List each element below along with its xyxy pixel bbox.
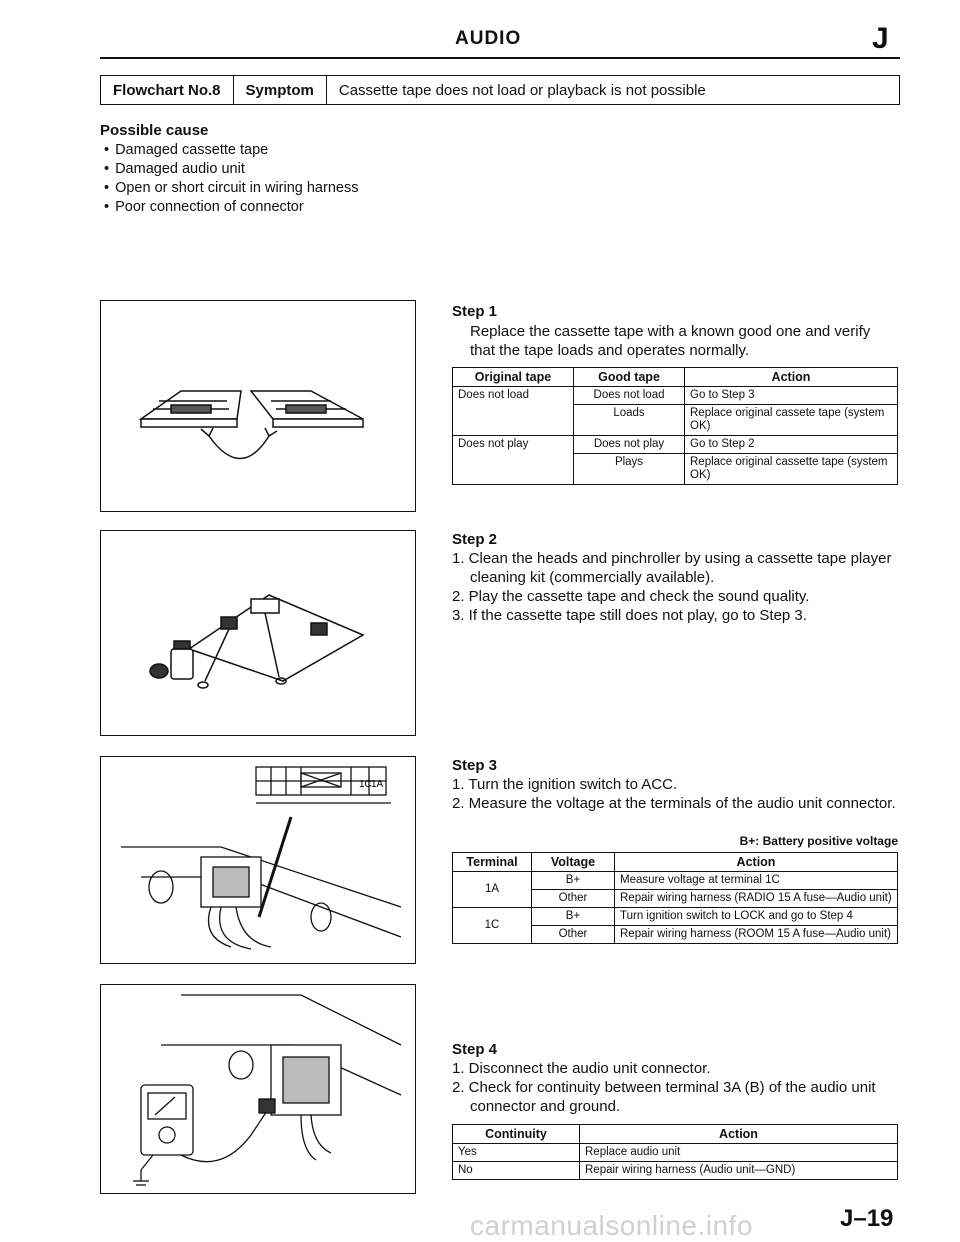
possible-cause-list <box>100 141 358 217</box>
table-cell: Other <box>532 926 615 944</box>
connector-illustration <box>101 757 414 962</box>
table-row <box>453 1162 898 1180</box>
table-row <box>453 908 898 926</box>
cassette-illustration <box>101 301 414 510</box>
column-header: Original tape <box>453 368 574 387</box>
flowchart-bar <box>100 75 900 105</box>
table-row <box>453 436 898 454</box>
table-cell: B+ <box>532 908 615 926</box>
list-item: 1. Clean the heads and pinchroller by using a cassette tape player cleaning kit (commercially available). <box>452 550 892 586</box>
table-cell: Replace original cassette tape (system OK) <box>685 454 898 485</box>
step1-title: Step 1 <box>452 303 498 320</box>
section-letter: J <box>872 22 889 55</box>
table-cell: Turn ignition switch to LOCK and go to Step 4 <box>615 908 898 926</box>
step1-table <box>452 367 898 485</box>
step3-table <box>452 852 898 944</box>
list-item: • Open or short circuit in wiring harness <box>100 179 358 198</box>
step4-title: Step 4 <box>452 1041 498 1058</box>
figure-continuity-check <box>100 984 416 1194</box>
table-cell: 1A <box>453 872 532 908</box>
column-header: Terminal <box>453 853 532 872</box>
step4-table <box>452 1124 898 1180</box>
figure-connector-terminals <box>100 756 416 964</box>
connector-label-1a: 1A <box>371 779 384 790</box>
table-cell: Does not load <box>574 387 685 405</box>
table-cell: Replace audio unit <box>580 1144 898 1162</box>
page-header-title: AUDIO <box>455 28 522 49</box>
figure-cassette-replace <box>100 300 416 512</box>
table-cell: Does not play <box>453 436 574 485</box>
column-header: Action <box>685 368 898 387</box>
column-header: Voltage <box>532 853 615 872</box>
table-row <box>453 872 898 890</box>
step1-text: Replace the cassette tape with a known good one and verify that the tape loads and operates normally. <box>470 323 871 359</box>
table-cell: Go to Step 2 <box>685 436 898 454</box>
watermark: carmanualsonline.info <box>470 1210 753 1241</box>
ohmmeter-illustration <box>101 985 414 1192</box>
page-number: J–19 <box>840 1205 894 1232</box>
table-cell: Yes <box>453 1144 580 1162</box>
cleaning-kit-illustration <box>101 531 414 734</box>
list-item: • Damaged audio unit <box>100 160 358 179</box>
list-item: 3. If the cassette tape still does not play, go to Step 3. <box>452 607 807 624</box>
column-header: Good tape <box>574 368 685 387</box>
list-item: 2. Play the cassette tape and check the sound quality. <box>452 588 810 605</box>
list-item: 2. Check for continuity between terminal 3A (B) of the audio unit connector and ground. <box>452 1079 876 1115</box>
possible-cause-title: Possible cause <box>100 122 209 139</box>
list-item: 2. Measure the voltage at the terminals of the audio unit connector. <box>452 795 896 812</box>
column-header: Action <box>580 1125 898 1144</box>
table-cell: Plays <box>574 454 685 485</box>
table-cell: Loads <box>574 405 685 436</box>
list-item: • Poor connection of connector <box>100 198 358 217</box>
list-item: 1. Disconnect the audio unit connector. <box>452 1060 711 1077</box>
step3-instructions <box>452 775 898 813</box>
symptom-text: Cassette tape does not load or playback is not possible <box>338 81 706 99</box>
table-cell: Does not load <box>453 387 574 436</box>
symptom-label: Symptom <box>234 76 327 104</box>
step2-title: Step 2 <box>452 531 498 548</box>
step4-instructions <box>452 1059 898 1116</box>
table-cell: 1C <box>453 908 532 944</box>
battery-voltage-note: B+: Battery positive voltage <box>739 834 898 848</box>
table-cell: Go to Step 3 <box>685 387 898 405</box>
header-rule <box>100 57 900 59</box>
table-cell: Repair wiring harness (RADIO 15 A fuse—Audio unit) <box>615 890 898 908</box>
table-cell: Repair wiring harness (ROOM 15 A fuse—Audio unit) <box>615 926 898 944</box>
figure-head-cleaning <box>100 530 416 736</box>
step3-title: Step 3 <box>452 757 498 774</box>
table-cell: Measure voltage at terminal 1C <box>615 872 898 890</box>
table-cell: Replace original cassete tape (system OK) <box>685 405 898 436</box>
list-item: • Damaged cassette tape <box>100 141 358 160</box>
list-item: 1. Turn the ignition switch to ACC. <box>452 776 678 793</box>
step2-instructions <box>452 549 898 625</box>
table-cell: Other <box>532 890 615 908</box>
column-header: Continuity <box>453 1125 580 1144</box>
flowchart-number: Flowchart No.8 <box>101 76 234 104</box>
table-row <box>453 387 898 405</box>
table-cell: Does not play <box>574 436 685 454</box>
table-cell: No <box>453 1162 580 1180</box>
table-cell: Repair wiring harness (Audio unit—GND) <box>580 1162 898 1180</box>
column-header: Action <box>615 853 898 872</box>
table-row <box>453 1144 898 1162</box>
connector-label-1c: 1C <box>359 779 372 790</box>
table-cell: B+ <box>532 872 615 890</box>
